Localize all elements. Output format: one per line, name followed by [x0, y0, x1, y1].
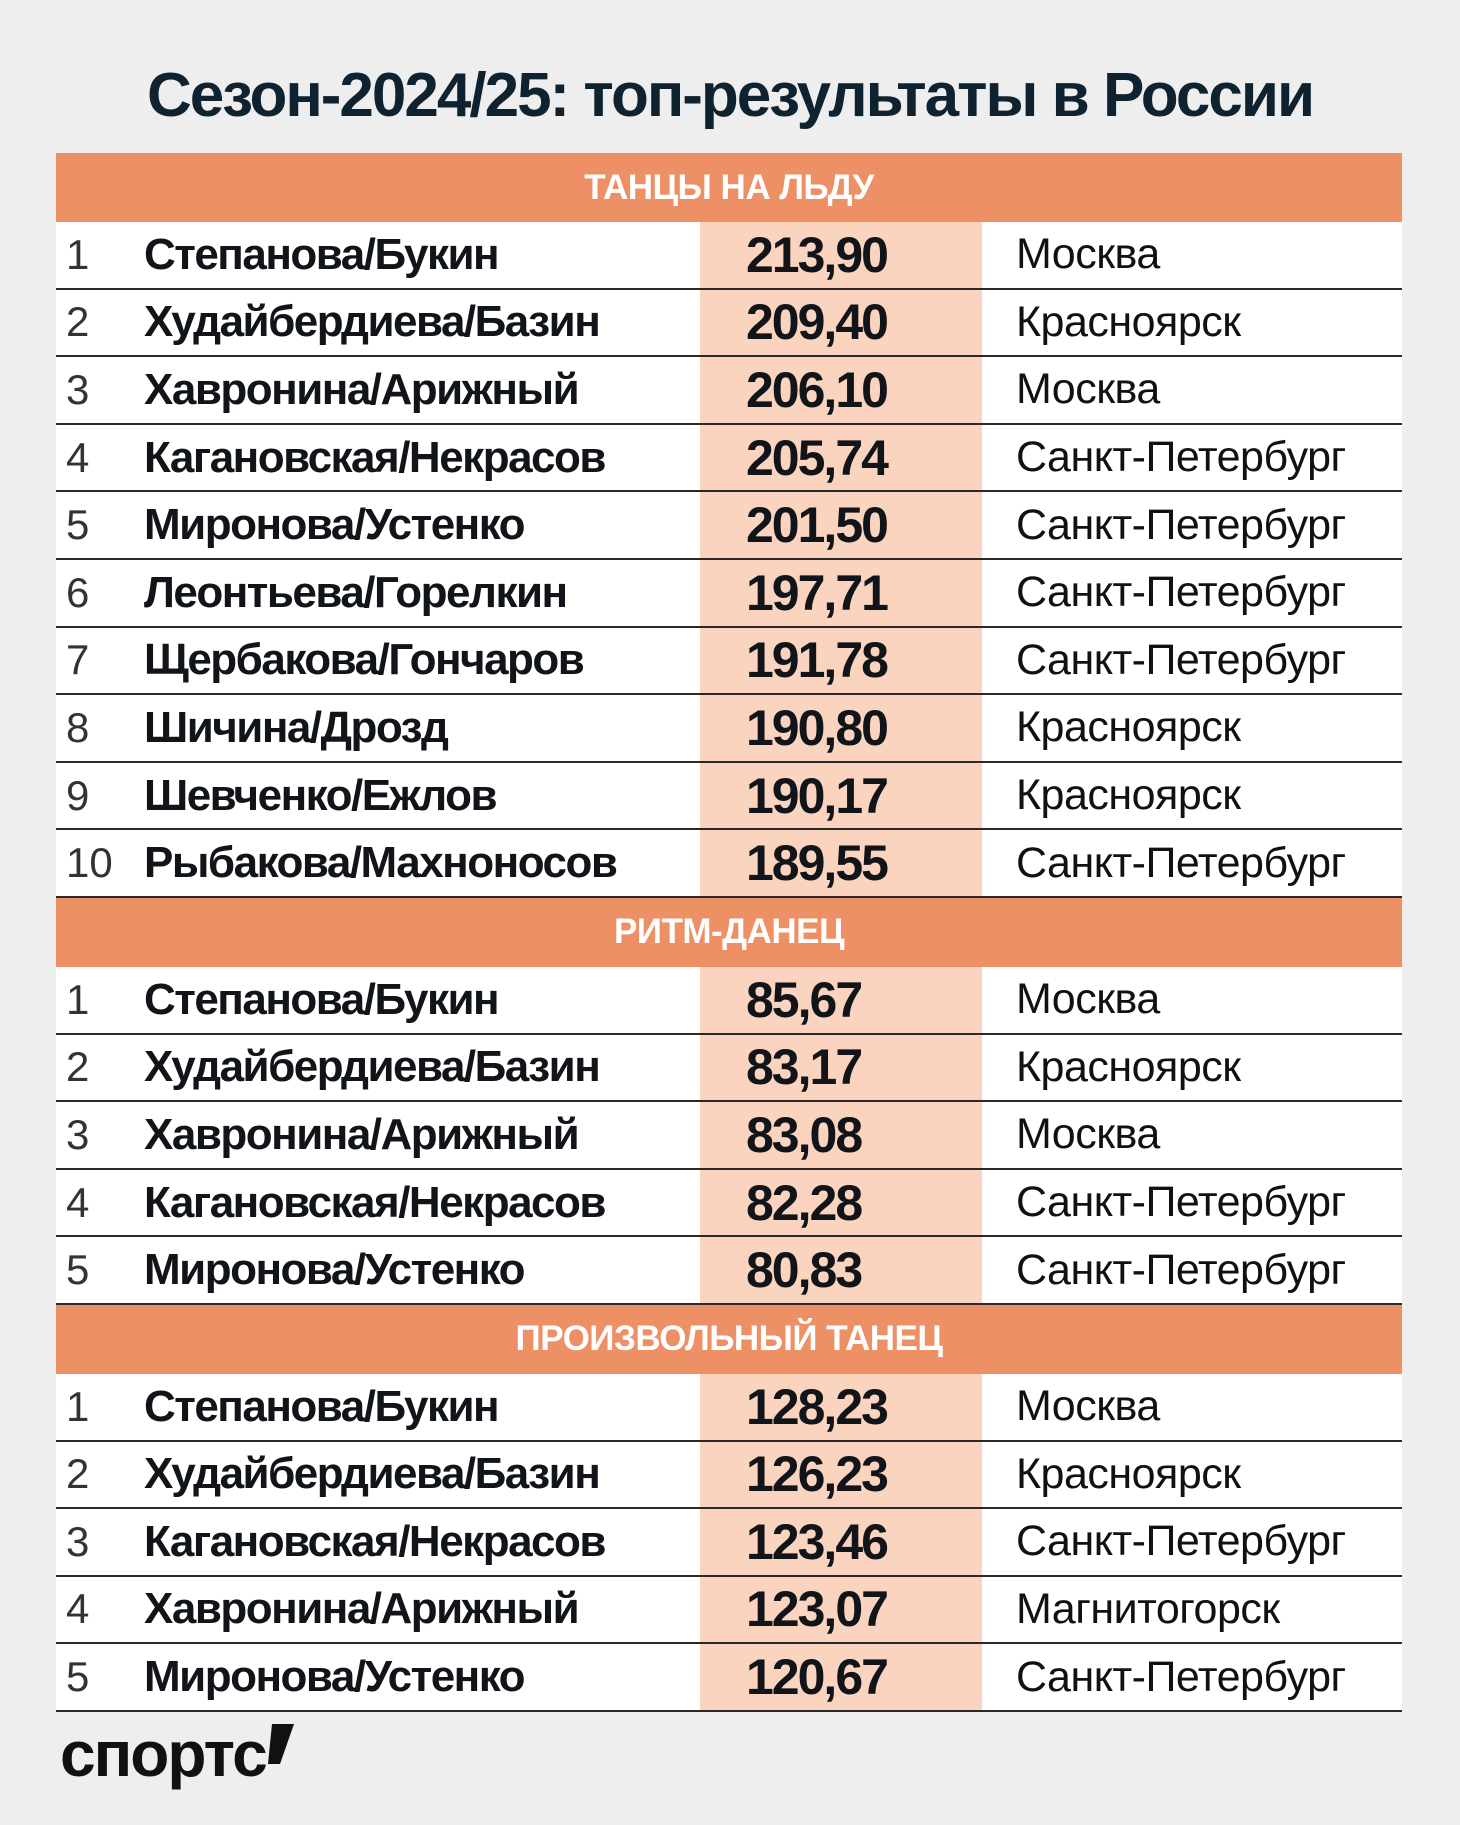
- city-cell: Москва: [1016, 1382, 1160, 1431]
- rank-cell: 4: [66, 433, 90, 481]
- table-row: [56, 290, 1402, 358]
- city-cell: Красноярск: [1016, 1042, 1241, 1091]
- city-cell: Санкт-Петербург: [1016, 838, 1346, 887]
- score-cell: 123,46: [700, 1509, 982, 1575]
- pair-cell: Хавронина/Арижный: [144, 1109, 579, 1159]
- quote-mark-icon: [268, 1724, 294, 1764]
- pair-cell: Степанова/Букин: [144, 229, 499, 279]
- city-cell: Москва: [1016, 975, 1160, 1024]
- city-cell: Санкт-Петербург: [1016, 568, 1346, 617]
- rank-cell: 2: [66, 298, 90, 346]
- score-cell: 80,83: [700, 1237, 982, 1303]
- pair-cell: Худайбердиева/Базин: [144, 297, 600, 347]
- logo-text: спортс: [60, 1718, 266, 1790]
- score-cell: 123,07: [700, 1577, 982, 1643]
- rank-cell: 1: [66, 975, 90, 1023]
- pair-cell: Степанова/Букин: [144, 974, 499, 1024]
- score-cell: 120,67: [700, 1644, 982, 1710]
- score-cell: 82,28: [700, 1170, 982, 1236]
- pair-cell: Шичина/Дрозд: [144, 702, 448, 752]
- rank-cell: 4: [66, 1585, 90, 1633]
- rank-cell: 3: [66, 1110, 90, 1158]
- table-row: [56, 222, 1402, 290]
- table-row: [56, 492, 1402, 560]
- pair-cell: Степанова/Букин: [144, 1381, 499, 1431]
- rank-cell: 2: [66, 1450, 90, 1498]
- table-row: [56, 695, 1402, 763]
- score-cell: 206,10: [700, 357, 982, 423]
- rank-cell: 8: [66, 703, 90, 751]
- table-row: [56, 628, 1402, 696]
- score-cell: 205,74: [700, 425, 982, 491]
- table-row: [56, 1102, 1402, 1170]
- rank-cell: 4: [66, 1178, 90, 1226]
- pair-cell: Хавронина/Арижный: [144, 364, 579, 414]
- table-row: [56, 1170, 1402, 1238]
- table-row: [56, 763, 1402, 831]
- score-cell: 189,55: [700, 830, 982, 896]
- pair-cell: Щербакова/Гончаров: [144, 635, 584, 685]
- section-header: ПРОИЗВОЛЬНЫЙ ТАНЕЦ: [56, 1305, 1402, 1374]
- pair-cell: Шевченко/Ежлов: [144, 770, 497, 820]
- rank-cell: 1: [66, 1382, 90, 1430]
- table-row: [56, 357, 1402, 425]
- table-row: [56, 1442, 1402, 1510]
- city-cell: Санкт-Петербург: [1016, 433, 1346, 482]
- rank-cell: 3: [66, 365, 90, 413]
- table-row: [56, 1374, 1402, 1442]
- city-cell: Москва: [1016, 230, 1160, 279]
- score-cell: 197,71: [700, 560, 982, 626]
- rank-cell: 5: [66, 501, 90, 549]
- pair-cell: Кагановская/Некрасов: [144, 432, 605, 482]
- pair-cell: Кагановская/Некрасов: [144, 1177, 605, 1227]
- rank-cell: 6: [66, 568, 90, 616]
- table-row: [56, 1644, 1402, 1712]
- table-row: [56, 1035, 1402, 1103]
- score-cell: 83,08: [700, 1102, 982, 1168]
- city-cell: Санкт-Петербург: [1016, 1178, 1346, 1227]
- results-table: [56, 153, 1402, 1712]
- score-cell: 128,23: [700, 1374, 982, 1440]
- rank-cell: 2: [66, 1043, 90, 1091]
- rank-cell: 3: [66, 1517, 90, 1565]
- rank-cell: 9: [66, 771, 90, 819]
- rank-cell: 10: [66, 839, 113, 887]
- pair-cell: Миронова/Устенко: [144, 1652, 525, 1702]
- city-cell: Красноярск: [1016, 703, 1241, 752]
- pair-cell: Хавронина/Арижный: [144, 1584, 579, 1634]
- table-row: [56, 830, 1402, 898]
- score-cell: 83,17: [700, 1035, 982, 1101]
- pair-cell: Рыбакова/Махноносов: [144, 838, 617, 888]
- section-header: РИТМ-ДАНЕЦ: [56, 898, 1402, 967]
- pair-cell: Худайбердиева/Базин: [144, 1449, 600, 1499]
- page-title: Сезон-2024/25: топ-результаты в России: [146, 61, 1314, 130]
- section-header: ТАНЦЫ НА ЛЬДУ: [56, 153, 1402, 222]
- city-cell: Санкт-Петербург: [1016, 500, 1346, 549]
- score-cell: 190,17: [700, 763, 982, 829]
- city-cell: Санкт-Петербург: [1016, 1517, 1346, 1566]
- score-cell: 191,78: [700, 628, 982, 694]
- pair-cell: Миронова/Устенко: [144, 1245, 525, 1295]
- table-row: [56, 967, 1402, 1035]
- city-cell: Магнитогорск: [1016, 1584, 1280, 1633]
- city-cell: Санкт-Петербург: [1016, 1245, 1346, 1294]
- rank-cell: 1: [66, 230, 90, 278]
- pair-cell: Худайбердиева/Базин: [144, 1042, 600, 1092]
- city-cell: Красноярск: [1016, 297, 1241, 346]
- score-cell: 190,80: [700, 695, 982, 761]
- rank-cell: 7: [66, 636, 90, 684]
- score-cell: 209,40: [700, 290, 982, 356]
- city-cell: Санкт-Петербург: [1016, 635, 1346, 684]
- table-row: [56, 1237, 1402, 1305]
- pair-cell: Леонтьева/Горелкин: [144, 567, 567, 617]
- table-row: [56, 1509, 1402, 1577]
- pair-cell: Кагановская/Некрасов: [144, 1516, 605, 1566]
- table-row: [56, 425, 1402, 493]
- rank-cell: 5: [66, 1246, 90, 1294]
- score-cell: 213,90: [700, 222, 982, 288]
- city-cell: Москва: [1016, 1110, 1160, 1159]
- sports-logo: [60, 1718, 294, 1790]
- score-cell: 85,67: [700, 967, 982, 1033]
- rank-cell: 5: [66, 1653, 90, 1701]
- pair-cell: Миронова/Устенко: [144, 500, 525, 550]
- city-cell: Красноярск: [1016, 1449, 1241, 1498]
- table-row: [56, 560, 1402, 628]
- city-cell: Москва: [1016, 365, 1160, 414]
- score-cell: 126,23: [700, 1442, 982, 1508]
- score-cell: 201,50: [700, 492, 982, 558]
- city-cell: Санкт-Петербург: [1016, 1652, 1346, 1701]
- city-cell: Красноярск: [1016, 771, 1241, 820]
- table-row: [56, 1577, 1402, 1645]
